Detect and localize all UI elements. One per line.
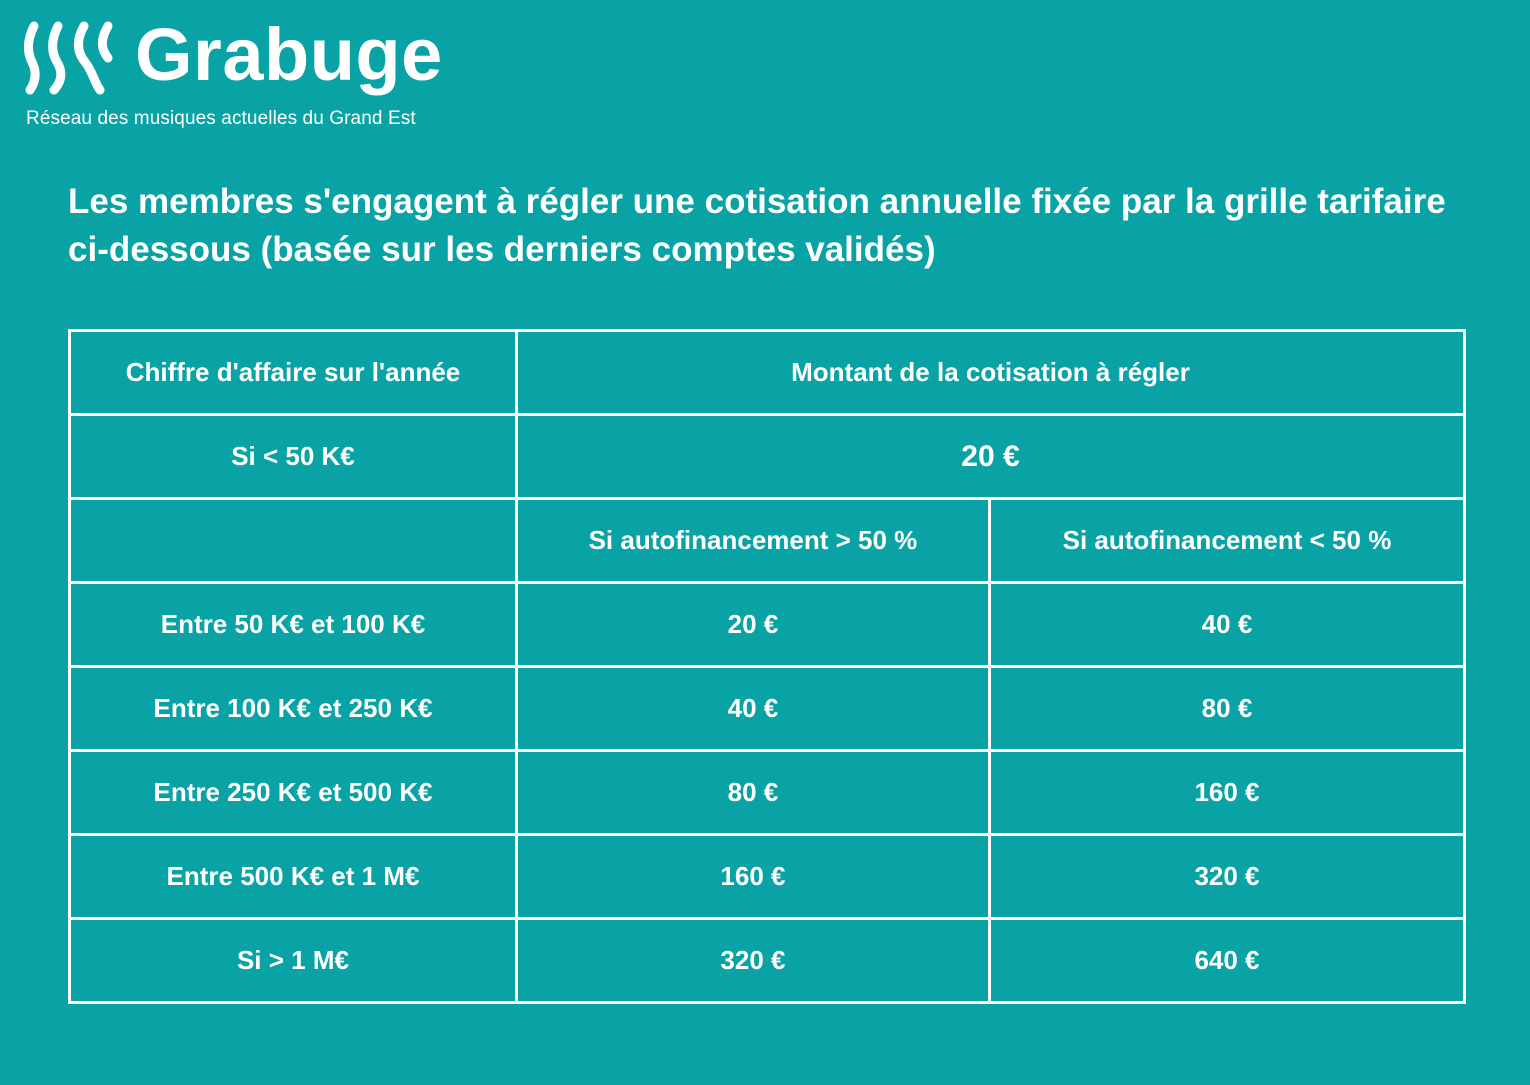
row-amount-under: 160 € — [989, 751, 1464, 835]
table-row — [70, 667, 1465, 751]
brand-name: Grabuge — [135, 13, 443, 96]
row-amount-under: 40 € — [989, 583, 1464, 667]
row-amount-under: 640 € — [989, 919, 1464, 1003]
grabuge-wave-logo-icon — [24, 18, 119, 96]
row-label: Entre 50 K€ et 100 K€ — [70, 583, 517, 667]
row-amount-over: 20 € — [516, 583, 989, 667]
table-row — [70, 415, 1465, 499]
subheader-self-financing-under: Si autofinancement < 50 % — [989, 499, 1464, 583]
row-label: Entre 500 K€ et 1 M€ — [70, 835, 517, 919]
row-label: Si < 50 K€ — [70, 415, 517, 499]
subheader-self-financing-over: Si autofinancement > 50 % — [516, 499, 989, 583]
brand-row — [24, 13, 443, 96]
row-amount-over: 40 € — [516, 667, 989, 751]
table-row — [70, 583, 1465, 667]
table-row — [70, 751, 1465, 835]
row-amount-under: 80 € — [989, 667, 1464, 751]
row-amount-flat: 20 € — [516, 415, 1464, 499]
row-label: Entre 100 K€ et 250 K€ — [70, 667, 517, 751]
brand-tagline: Réseau des musiques actuelles du Grand Est — [26, 108, 416, 129]
subheader-empty-cell — [70, 499, 517, 583]
brand-header — [24, 13, 443, 130]
header-revenue: Chiffre d'affaire sur l'année — [70, 331, 517, 415]
row-label: Si > 1 M€ — [70, 919, 517, 1003]
page-headline: Les membres s'engagent à régler une cotisation annuelle fixée par la grille tarifaire ci-dessous (basée sur les derniers comptes validés) — [68, 182, 1446, 269]
row-amount-under: 320 € — [989, 835, 1464, 919]
fee-table — [68, 329, 1466, 1004]
table-row — [70, 835, 1465, 919]
table-header-row — [70, 331, 1465, 415]
header-amount: Montant de la cotisation à régler — [516, 331, 1464, 415]
table-row — [70, 919, 1465, 1003]
row-label: Entre 250 K€ et 500 K€ — [70, 751, 517, 835]
row-amount-over: 320 € — [516, 919, 989, 1003]
row-amount-over: 160 € — [516, 835, 989, 919]
table-subheader-row — [70, 499, 1465, 583]
row-amount-over: 80 € — [516, 751, 989, 835]
